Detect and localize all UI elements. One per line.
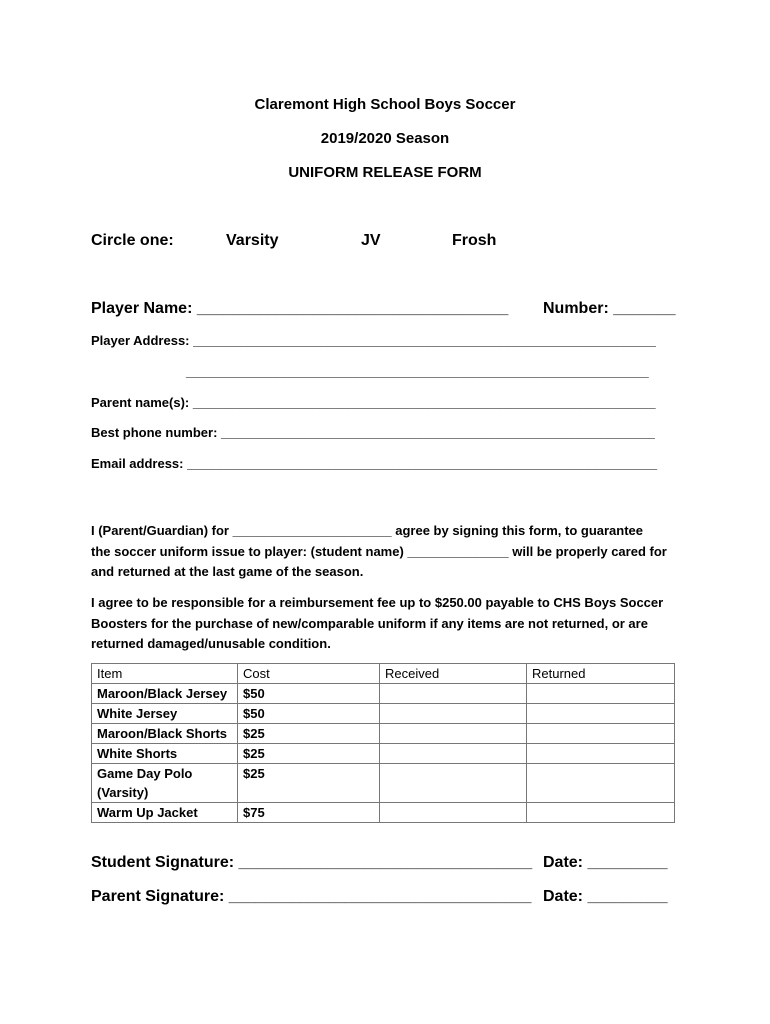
option-jv[interactable]: JV — [361, 232, 381, 249]
returned-cell[interactable] — [527, 803, 675, 823]
table-row — [92, 684, 675, 704]
player-name-field[interactable]: Player Name: ___________________________________ — [91, 300, 509, 317]
header-item: Item — [92, 664, 238, 684]
returned-cell[interactable] — [527, 724, 675, 744]
cost-cell: $50 — [238, 704, 380, 724]
form-title: UNIFORM RELEASE FORM — [288, 164, 482, 181]
school-title: Claremont High School Boys Soccer — [254, 96, 516, 113]
cost-cell: $50 — [238, 684, 380, 704]
parent-names-field[interactable]: Parent name(s): ________________________________________________________________ — [91, 395, 656, 410]
item-name: Game Day Polo — [97, 766, 193, 781]
table-row — [92, 744, 675, 764]
table-header-row — [92, 664, 675, 684]
returned-cell[interactable] — [527, 704, 675, 724]
table-row — [92, 764, 675, 803]
parent-signature-field[interactable]: Parent Signature: __________________________________ — [91, 888, 532, 905]
received-cell[interactable] — [380, 803, 527, 823]
received-cell[interactable] — [380, 724, 527, 744]
item-name-line2: (Varsity) — [97, 785, 149, 800]
student-date-field[interactable]: Date: _________ — [543, 854, 668, 871]
best-phone-field[interactable]: Best phone number: ____________________________________________________________ — [91, 425, 655, 440]
agreement-line: I agree to be responsible for a reimbursement fee up to $250.00 payable to CHS Boys Soccer — [91, 595, 664, 610]
table-row — [92, 724, 675, 744]
uniform-items-table — [91, 663, 675, 823]
item-cell: Maroon/Black Shorts — [92, 724, 238, 744]
option-varsity[interactable]: Varsity — [226, 232, 279, 249]
parent-date-field[interactable]: Date: _________ — [543, 888, 668, 905]
player-address-line2-field[interactable]: ________________________________________________________________ — [186, 364, 649, 379]
item-cell: Maroon/Black Jersey — [92, 684, 238, 704]
item-cell: White Jersey — [92, 704, 238, 724]
guardian-agreement-paragraph — [91, 521, 691, 583]
cost-cell: $75 — [238, 803, 380, 823]
item-cell: White Shorts — [92, 744, 238, 764]
cost-cell: $25 — [238, 764, 380, 803]
option-frosh[interactable]: Frosh — [452, 232, 497, 249]
returned-cell[interactable] — [527, 744, 675, 764]
agreement-line: the soccer uniform issue to player: (student name) ______________ will be properly cared for — [91, 543, 667, 559]
received-cell[interactable] — [380, 684, 527, 704]
student-signature-field[interactable]: Student Signature: _________________________________ — [91, 854, 533, 871]
cost-cell: $25 — [238, 744, 380, 764]
agreement-line: and returned at the last game of the season. — [91, 564, 364, 579]
received-cell[interactable] — [380, 744, 527, 764]
received-cell[interactable] — [380, 704, 527, 724]
header-received: Received — [380, 664, 527, 684]
number-field[interactable]: Number: _______ — [543, 300, 676, 317]
season-title: 2019/2020 Season — [320, 130, 450, 147]
returned-cell[interactable] — [527, 684, 675, 704]
reimbursement-paragraph — [91, 593, 691, 655]
agreement-line: Boosters for the purchase of new/comparable uniform if any items are not returned, or are — [91, 615, 648, 631]
table-row — [92, 704, 675, 724]
item-cell — [92, 764, 238, 803]
returned-cell[interactable] — [527, 764, 675, 803]
received-cell[interactable] — [380, 764, 527, 803]
item-cell: Warm Up Jacket — [92, 803, 238, 823]
cost-cell: $25 — [238, 724, 380, 744]
circle-one-label: Circle one: — [91, 232, 174, 249]
agreement-line: returned damaged/unusable condition. — [91, 636, 331, 651]
player-address-field[interactable]: Player Address: ________________________________________________________________ — [91, 333, 656, 348]
table-row — [92, 803, 675, 823]
agreement-line: I (Parent/Guardian) for ______________________ agree by signing this form, to guarantee — [91, 523, 644, 538]
header-cost: Cost — [238, 664, 380, 684]
email-field[interactable]: Email address: _________________________________________________________________ — [91, 456, 658, 471]
header-returned: Returned — [527, 664, 675, 684]
